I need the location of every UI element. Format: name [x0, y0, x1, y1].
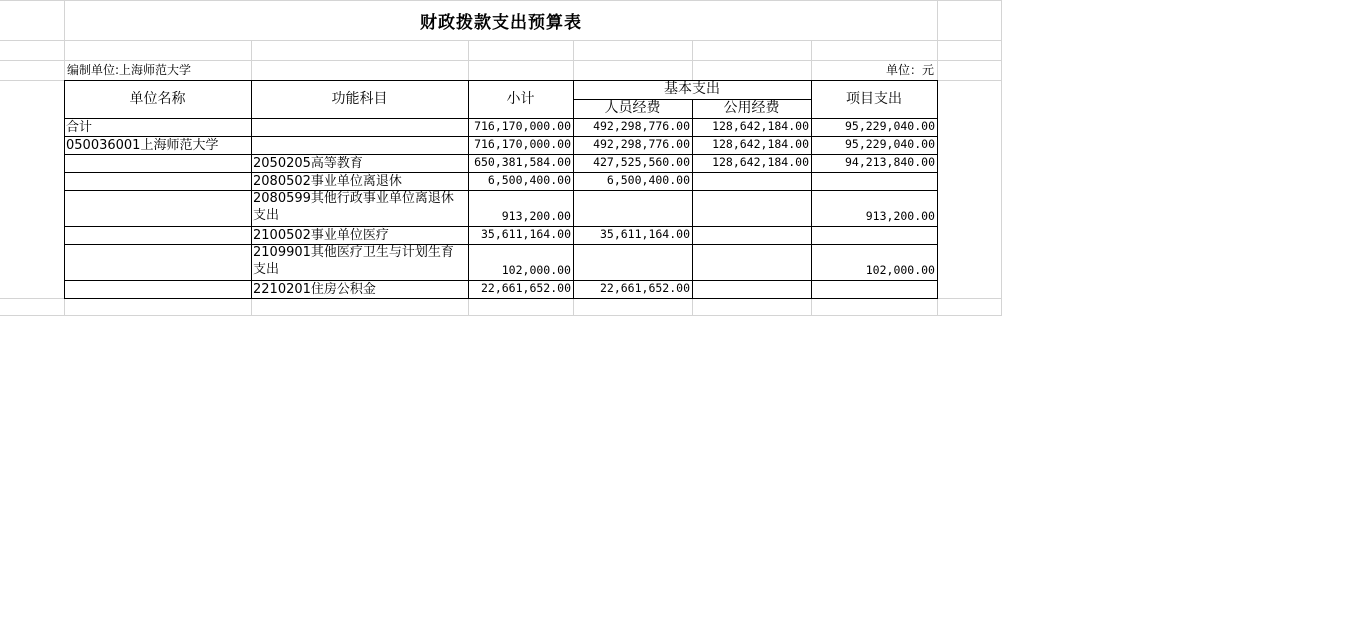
cell-subtotal[interactable]: 35,611,164.00 [480, 227, 571, 241]
border-line [811, 80, 812, 299]
cell-public[interactable] [692, 244, 811, 280]
cell-subject[interactable]: 2210201住房公积金 [253, 282, 376, 297]
header-unit-name: 单位名称 [129, 90, 186, 107]
border-line [64, 244, 938, 245]
cell-subject[interactable]: 2080502事业单位离退休 [253, 174, 402, 189]
header-basic-expenditure: 基本支出 [664, 81, 720, 97]
cell-unit[interactable] [64, 172, 251, 190]
cell-subject[interactable]: 2100502事业单位医疗 [253, 228, 389, 243]
cell-project[interactable] [811, 172, 937, 190]
cell-personnel[interactable] [573, 190, 692, 226]
cell-unit[interactable] [64, 244, 251, 280]
cell-personnel[interactable]: 35,611,164.00 [599, 227, 690, 241]
cell-unit[interactable] [64, 190, 251, 226]
cell-project[interactable] [811, 280, 937, 298]
cell-project[interactable]: 102,000.00 [865, 263, 935, 277]
cell-unit[interactable] [64, 154, 251, 172]
border-line [64, 226, 938, 227]
org-label: 编制单位:上海师范大学 [67, 63, 192, 77]
cell-subject[interactable]: 2080599其他行政事业单位离退休支出 [253, 191, 454, 223]
border-line [64, 190, 938, 191]
cell-personnel[interactable]: 6,500,400.00 [606, 173, 690, 187]
cell-public[interactable]: 128,642,184.00 [712, 137, 809, 151]
border-line [64, 80, 938, 81]
cell-personnel[interactable]: 22,661,652.00 [599, 281, 690, 295]
cell-subtotal[interactable]: 716,170,000.00 [474, 137, 571, 151]
cell-project[interactable]: 94,213,840.00 [844, 155, 935, 169]
border-line [64, 298, 938, 299]
cell-public[interactable] [692, 280, 811, 298]
header-personnel-cost: 人员经费 [604, 100, 661, 116]
border-line [468, 80, 469, 299]
border-line [64, 136, 938, 137]
cell-subtotal[interactable]: 650,381,584.00 [474, 155, 571, 169]
cell-unit[interactable]: 050036001上海师范大学 [66, 138, 219, 153]
cell-public[interactable] [692, 226, 811, 244]
cell-public[interactable] [692, 190, 811, 226]
page-title: 财政拨款支出预算表 [420, 12, 582, 33]
border-line [692, 99, 693, 299]
cell-public[interactable] [692, 172, 811, 190]
border-line [64, 280, 938, 281]
header-function-subject: 功能科目 [331, 90, 388, 107]
cell-subtotal[interactable]: 6,500,400.00 [487, 173, 571, 187]
spreadsheet[interactable] [0, 0, 1002, 316]
cell-subject[interactable]: 2050205高等教育 [253, 156, 363, 171]
cell-personnel[interactable]: 492,298,776.00 [593, 119, 690, 133]
cell-unit[interactable]: 合计 [66, 120, 93, 135]
cell-personnel[interactable] [573, 244, 692, 280]
border-line [937, 80, 938, 299]
cell-project[interactable]: 95,229,040.00 [844, 137, 935, 151]
cell-public[interactable]: 128,642,184.00 [712, 155, 809, 169]
border-line [573, 80, 574, 299]
grid-line [1001, 0, 1002, 316]
cell-public[interactable]: 128,642,184.00 [712, 119, 809, 133]
border-line [64, 172, 938, 173]
cell-subtotal[interactable]: 102,000.00 [501, 263, 571, 277]
cell-subtotal[interactable]: 716,170,000.00 [474, 119, 571, 133]
cell-project[interactable]: 95,229,040.00 [844, 119, 935, 133]
cell-subject[interactable] [251, 136, 468, 154]
currency-unit-label: 单位：元 [885, 63, 934, 77]
header-project-expenditure: 项目支出 [846, 90, 902, 107]
border-line [64, 118, 938, 119]
grid-line [0, 315, 1002, 316]
border-line [64, 154, 938, 155]
header-subtotal: 小计 [506, 90, 535, 107]
cell-subject[interactable]: 2109901其他医疗卫生与计划生育支出 [253, 245, 454, 277]
cell-unit[interactable] [64, 226, 251, 244]
cell-subject[interactable] [251, 118, 468, 136]
cell-unit[interactable] [64, 280, 251, 298]
border-line [251, 80, 252, 299]
cell-subtotal[interactable]: 913,200.00 [501, 209, 571, 223]
grid-line [0, 40, 1002, 41]
cell-subtotal[interactable]: 22,661,652.00 [480, 281, 571, 295]
cell-project[interactable]: 913,200.00 [865, 209, 935, 223]
border-line [64, 80, 65, 299]
cell-personnel[interactable]: 427,525,560.00 [593, 155, 690, 169]
cell-personnel[interactable]: 492,298,776.00 [593, 137, 690, 151]
cell-project[interactable] [811, 226, 937, 244]
header-public-cost: 公用经费 [723, 100, 780, 116]
